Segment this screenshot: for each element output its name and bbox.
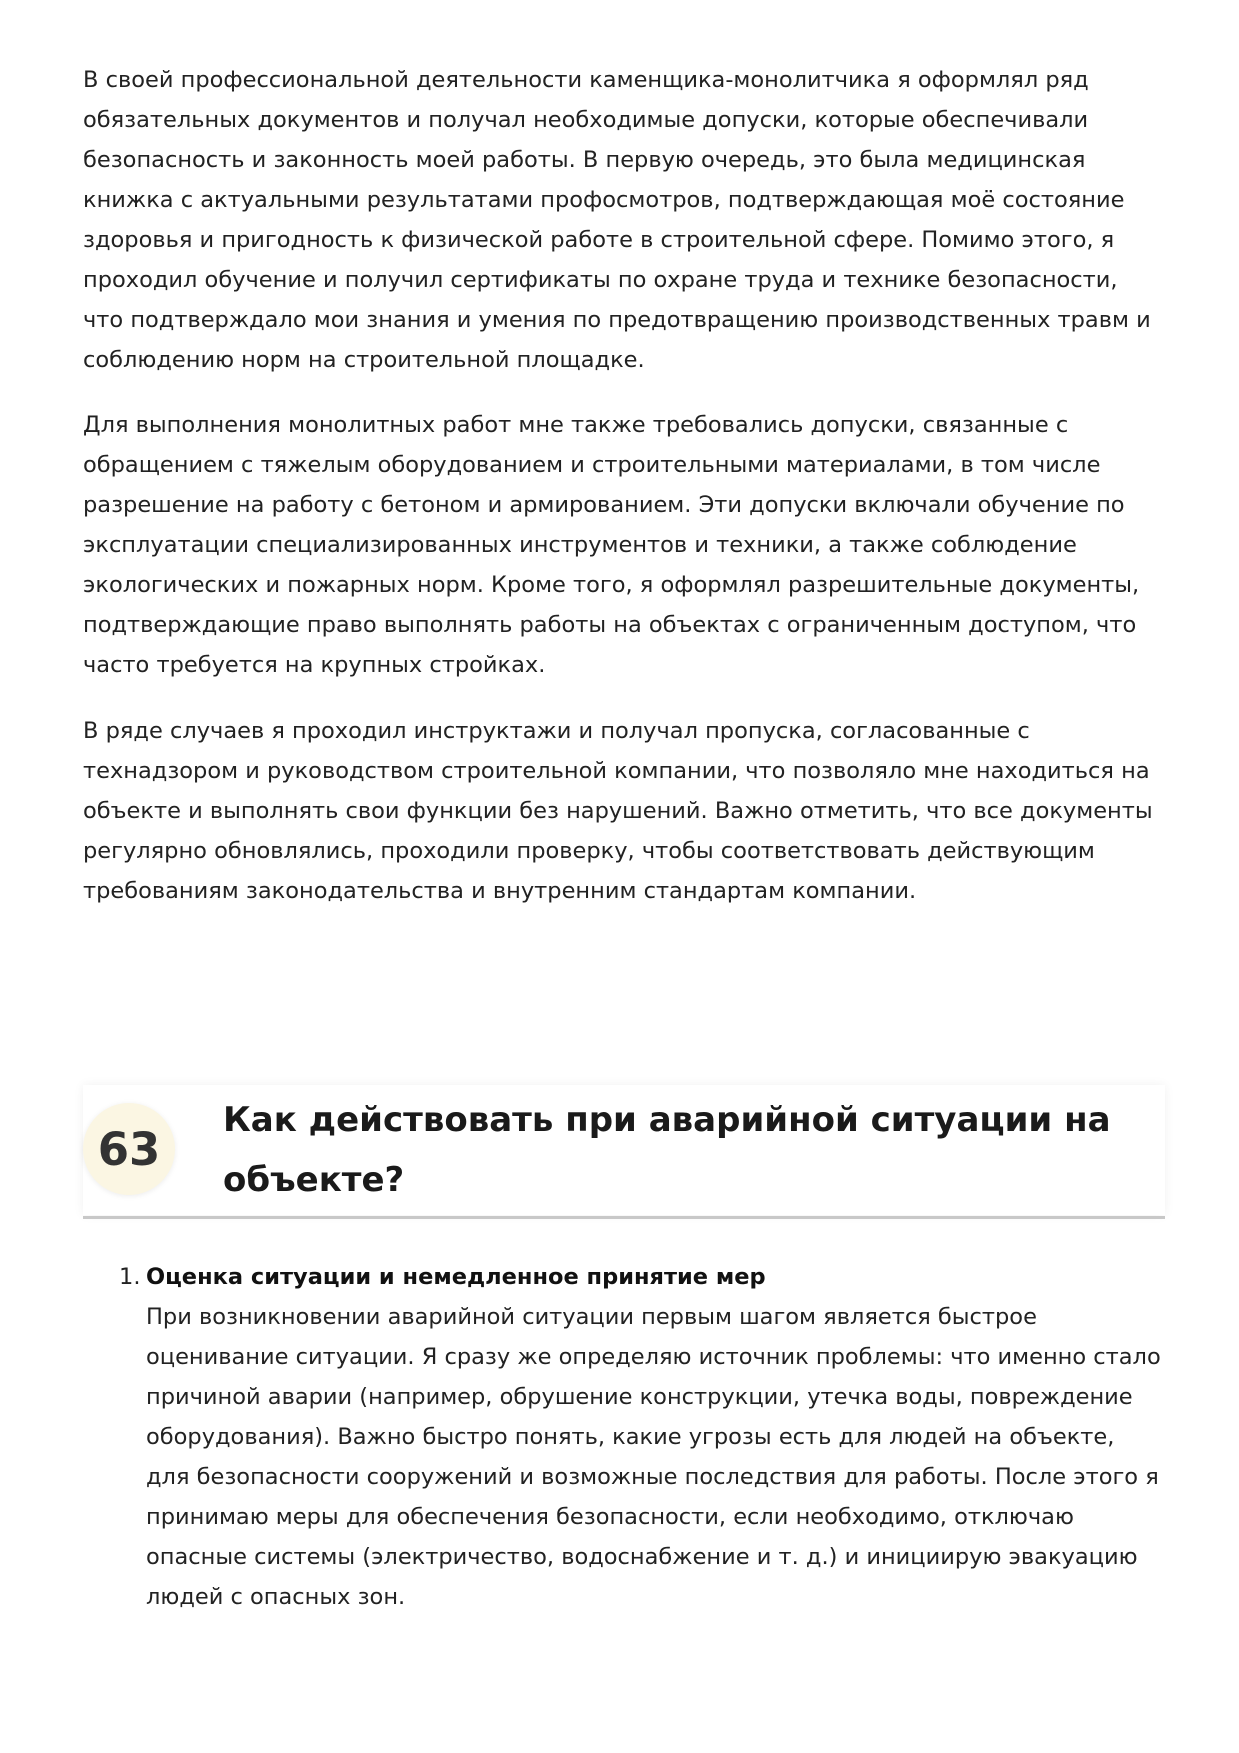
paragraph-documents: В своей профессиональной деятельности каменщика-монолитчика я оформлял ряд обязательных документов и получал необходимые допуски, которые обеспечивали безопасность и законность моей работы. В первую очередь, это была медицинская книжка с актуальными результатами профосмотров, подтверждающая моё состояние здоровья и пригодность к физической работе в строительной сфере. Помимо этого, я проходил обучение и получил сертификаты по охране труда и технике безопасности, что подтверждало мои знания и умения по предотвращению производственных травм и соблюдению норм на строительной площадке. [83,67,1151,373]
paragraph-permits: Для выполнения монолитных работ мне также требовались допуски, связанные с обращением с тяжелым оборудованием и строительными материалами, в том числе разрешение на работу с бетоном и армированием. Эти допуски включали обучение по эксплуатации специализированных инструментов и техники, а также соблюдение экологических и пожарных норм. Кроме того, я оформлял разрешительные документы, подтверждающие право выполнять работы на объектах с ограниченным доступом, что часто требуется на крупных стройках. [83,412,1140,678]
question-number-badge: 63 [83,1103,175,1195]
paragraph-briefings: В ряде случаев я проходил инструктажи и получал пропуска, согласованные с технадзором и руководством строительной компании, что позволяло мне находиться на объекте и выполнять свои функции без нарушений. Важно отметить, что все документы регулярно обновлялись, проходили проверку, чтобы соответствовать действующим требованиям законодательства и внутренним стандартам компании. [83,718,1153,904]
question-title: Как действовать при аварийной ситуации на объекте? [223,1100,1111,1200]
question-divider [83,1216,1165,1219]
list-item-number: 1. [119,1264,141,1290]
answer-list [83,1257,1163,1617]
list-item-heading: Оценка ситуации и немедленное принятие мер [146,1264,766,1290]
list-item-text: При возникновении аварийной ситуации первым шагом является быстрое оценивание ситуации. Я сразу же определяю источник проблемы: что именно стало причиной аварии (например, обрушение конструкции, утечка воды, повреждение оборудования). Важно быстро понять, какие угрозы есть для людей на объекте, для безопасности сооружений и возможные последствия для работы. После этого я принимаю меры для обеспечения безопасности, если необходимо, отключаю опасные системы (электричество, водоснабжение и т. д.) и инициирую эвакуацию людей с опасных зон. [146,1304,1161,1610]
list-item [83,1257,1163,1617]
